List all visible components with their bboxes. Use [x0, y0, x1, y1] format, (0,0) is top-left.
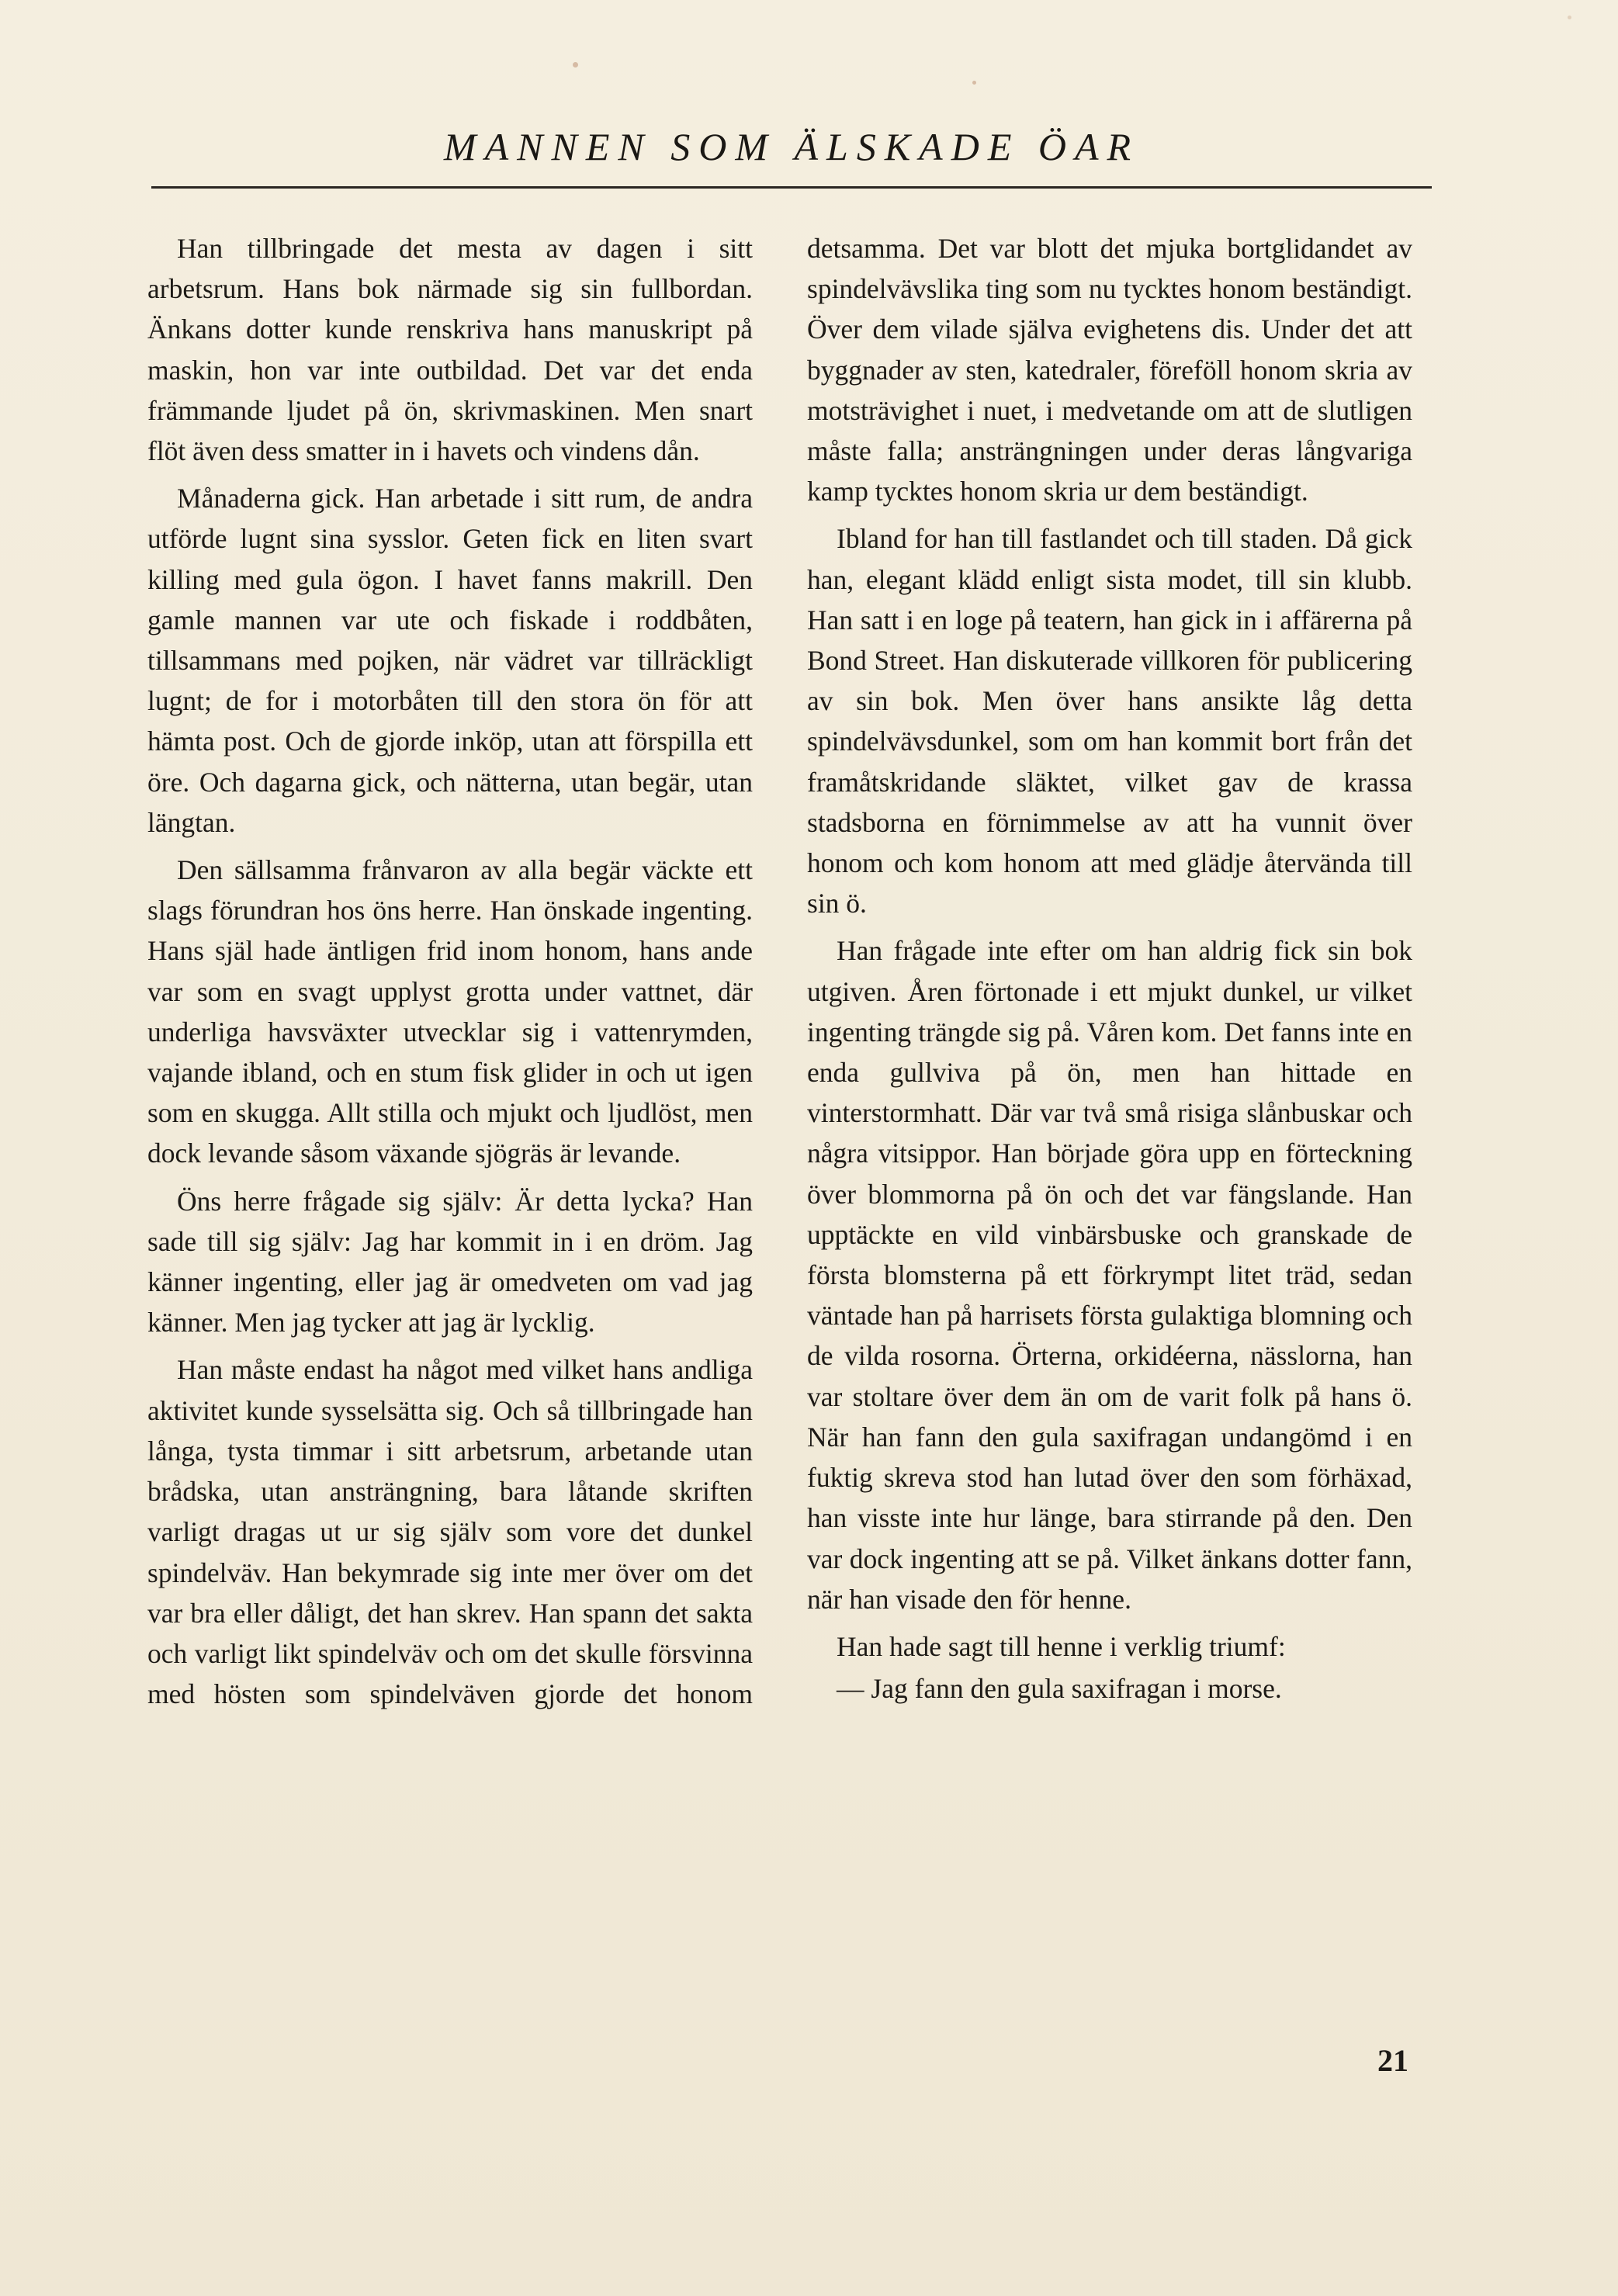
paragraph: Öns herre frågade sig själv: Är detta lycka? Han sade till sig själv: Jag har kommit in i en dröm. Jag känner ingenting, eller jag är omedveten om vad jag känner. Men jag tycker att jag är lycklig. [147, 1185, 753, 1338]
left-column [147, 228, 753, 1721]
paragraph: Han måste endast ha något med vilket hans andliga aktivitet kunde sysselsätta sig. Och så tillbringade han långa, tysta timmar i sitt arbetsrum, arbetande utan brådska, utan ansträngning, bara låtande skriften varligt dragas ut ur sig själv som vore det dunkel spindelväv. Han bekymrade sig inte mer över om det var bra eller dåligt, det han skrev. Han spann det sakta och varligt likt spindelväv och om det skulle försvinna med hösten som spindelväven gjorde det honom [147, 1354, 753, 1710]
paragraph: Han frågade inte efter om han aldrig fick sin bok utgiven. Åren förtonade i ett mjukt dunkel, ur vilket ingenting trängde sig på. Våren kom. Det fanns inte en enda gullviva på ön, men han hittade en vinterstormhatt. Där var två små risiga slånbuskar och några vitsippor. Han började göra upp en förteckning över blommorna på ön och det var fängslande. Han upptäckte en vild vinbärsbuske och granskade de första blomsterna på ett förkrympt litet träd, sedan väntade han på harrisets första gulaktiga blomning och de vilda rosorna. Örterna, orkidéerna, nässlorna, han var stoltare över dem än om de varit folk på hans ö. När han fann den gula saxifragan undangömd i en fuktig skreva stod han lutad över den som förhäxad, han visste inte hur länge, bara stirrande på den. Den var dock ingenting att se på. Vilket änkans dotter fann, när han visade den för henne. [807, 935, 1412, 1615]
paragraph: Den sällsamma frånvaron av alla begär väckte ett slags förundran hos öns herre. Han önskade ingenting. Hans själ hade äntligen frid inom honom, hans ande var som en svagt upplyst grotta under vattnet, där underliga havsväxter utvecklar sig i vattenrymden, vajande ibland, och en stum fisk glider in och ut igen som en skugga. Allt stilla och mjukt och ljudlöst, men dock levande såsom växande sjögräs är levande. [147, 854, 753, 1169]
paragraph: Han hade sagt till henne i verklig triumf: [837, 1630, 1286, 1662]
paper-speck [573, 62, 578, 68]
paragraph-continued: detsamma. Det var blott det mjuka bortglidandet av spindelvävslika ting som nu tycktes honom beständigt. Över dem vilade själva evighetens dis. Under det att byggnader av sten, katedraler, föreföll honom skria av motsträvighet i nuet, i medvetande om att de slutligen måste falla; ansträngningen under deras långvariga kamp tycktes honom skria ur dem beständigt. [807, 233, 1412, 507]
paper-speck [1568, 16, 1571, 19]
header-rule [151, 186, 1432, 189]
paragraph: Månaderna gick. Han arbetade i sitt rum, de andra utförde lugnt sina sysslor. Geten fick en liten svart killing med gula ögon. I havet fanns makrill. Den gamle mannen var ute och fiskade i roddbåten, tillsammans med pojken, när vädret var tillräckligt lugnt; de for i motorbåten till den stora ön för att hämta post. Och de gjorde inköp, utan att förspilla ett öre. Och dagarna gick, och nätterna, utan begär, utan längtan. [147, 483, 753, 838]
paper-speck [972, 81, 976, 85]
running-title: MANNEN SOM ÄLSKADE ÖAR [443, 125, 1140, 168]
right-column [807, 228, 1412, 1716]
page-number: 21 [1377, 2043, 1408, 2078]
paragraph: Ibland for han till fastlandet och till staden. Då gick han, elegant klädd enligt sista modet, till sin klubb. Han satt i en loge på teatern, han gick in i affärerna på Bond Street. Han diskuterade villkoren för publicering av sin bok. Men över hans ansikte låg detta spindelvävsdunkel, som om han kommit bort från det framåtskridande släktet, vilket gav de krassa stadsborna en förnimmelse av att ha vunnit över honom och kom honom att med glädje återvända till sin ö. [807, 523, 1412, 919]
paragraph: Han tillbringade det mesta av dagen i sitt arbetsrum. Hans bok närmade sig sin fullbordan. Änkans dotter kunde renskriva hans manuskript på maskin, hon var inte outbildad. Det var det enda främmande ljudet på ön, skrivmaskinen. Men snart flöt även dess smatter in i havets och vindens dån. [147, 233, 753, 467]
dialogue-line: — Jag fann den gula saxifragan i morse. [837, 1673, 1282, 1705]
